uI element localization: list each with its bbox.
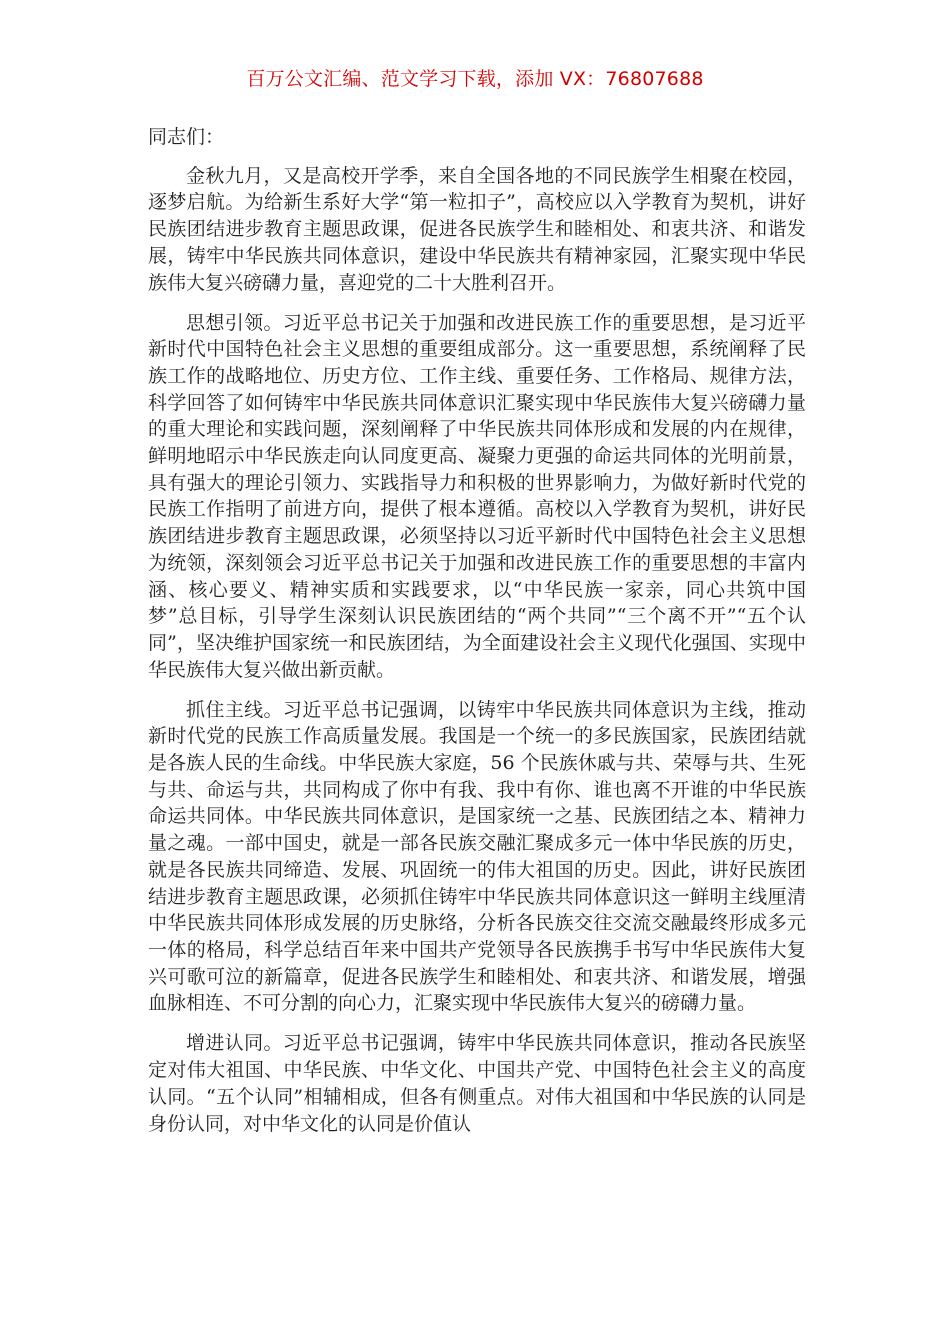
paragraph-intro: 金秋九月，又是高校开学季，来自全国各地的不同民族学生相聚在校园，逐梦启航。为给新生系好大学“第一粒扣子”，高校应以入学教育为契机，讲好民族团结进步教育主题思政课，促进各民族学生和睦相处、和衷共济、和谐发展，铸牢中华民族共同体意识，建设中华民族共有精神家园，汇聚实现中华民族伟大复兴磅礴力量，喜迎党的二十大胜利召开。 bbox=[148, 164, 806, 294]
paragraph-identity: 增进认同。习近平总书记强调，铸牢中华民族共同体意识，推动各民族坚定对伟大祖国、中华民族、中华文化、中国共产党、中国特色社会主义的高度认同。“五个认同”相辅相成，但各有侧重点。对伟大祖国和中华民族的认同是身份认同，对中华文化的认同是价值认 bbox=[148, 1032, 806, 1135]
salutation: 同志们： bbox=[148, 126, 225, 148]
document-body bbox=[148, 124, 806, 1151]
header-banner: 百万公文汇编、范文学习下载，添加 VX：76807688 bbox=[246, 68, 704, 90]
paragraph-thought-guidance: 思想引领。习近平总书记关于加强和改进民族工作的重要思想，是习近平新时代中国特色社会主义思想的重要组成部分。这一重要思想，系统阐释了民族工作的战略地位、历史方位、工作主线、重要任务、工作格局、规律方法，科学回答了如何铸牢中华民族共同体意识汇聚实现中华民族伟大复兴磅礴力量的重大理论和实践问题，深刻阐释了中华民族共同体形成和发展的内在规律，鲜明地昭示中华民族走向认同度更高、凝聚力更强的命运共同体的光明前景，具有强大的理论引领力、实践指导力和积极的世界影响力，为做好新时代党的民族工作指明了前进方向，提供了根本遵循。高校以入学教育为契机，讲好民族团结进步教育主题思政课，必须坚持以习近平新时代中国特色社会主义思想为统领，深刻领会习近平总书记关于加强和改进民族工作的重要思想的丰富内涵、核心要义、精神实质和实践要求，以“中华民族一家亲，同心共筑中国梦”总目标，引导学生深刻认识民族团结的“两个共同”“三个离不开”“五个认同”，坚决维护国家统一和民族团结，为全面建设社会主义现代化强国、实现中华民族伟大复兴做出新贡献。 bbox=[148, 311, 806, 681]
paragraph-main-line: 抓住主线。习近平总书记强调，以铸牢中华民族共同体意识为主线，推动新时代党的民族工作高质量发展。我国是一个统一的多民族国家，民族团结就是各族人民的生命线。中华民族大家庭，56 个民族休戚与共、荣辱与共、生死与共、命运与共，共同构成了你中有我、我中有你、谁也离不开谁的中华民族命运共同体。中华民族共同体意识，是国家统一之基、民族团结之本、精神力量之魂。一部中国史，就是一部各民族交融汇聚成多元一体中华民族的历史，就是各民族共同缔造、发展、巩固统一的伟大祖国的历史。因此，讲好民族团结进步教育主题思政课，必须抓住铸牢中华民族共同体意识这一鲜明主线厘清中华民族共同体形成发展的历史脉络，分析各民族交往交流交融最终形成多元一体的格局，科学总结百年来中国共产党领导各民族携手书写中华民族伟大复兴可歌可泣的新篇章，促进各民族学生和睦相处、和衷共济、和谐发展，增强血脉相连、不可分割的向心力，汇聚实现中华民族伟大复兴的磅礴力量。 bbox=[148, 698, 806, 1015]
